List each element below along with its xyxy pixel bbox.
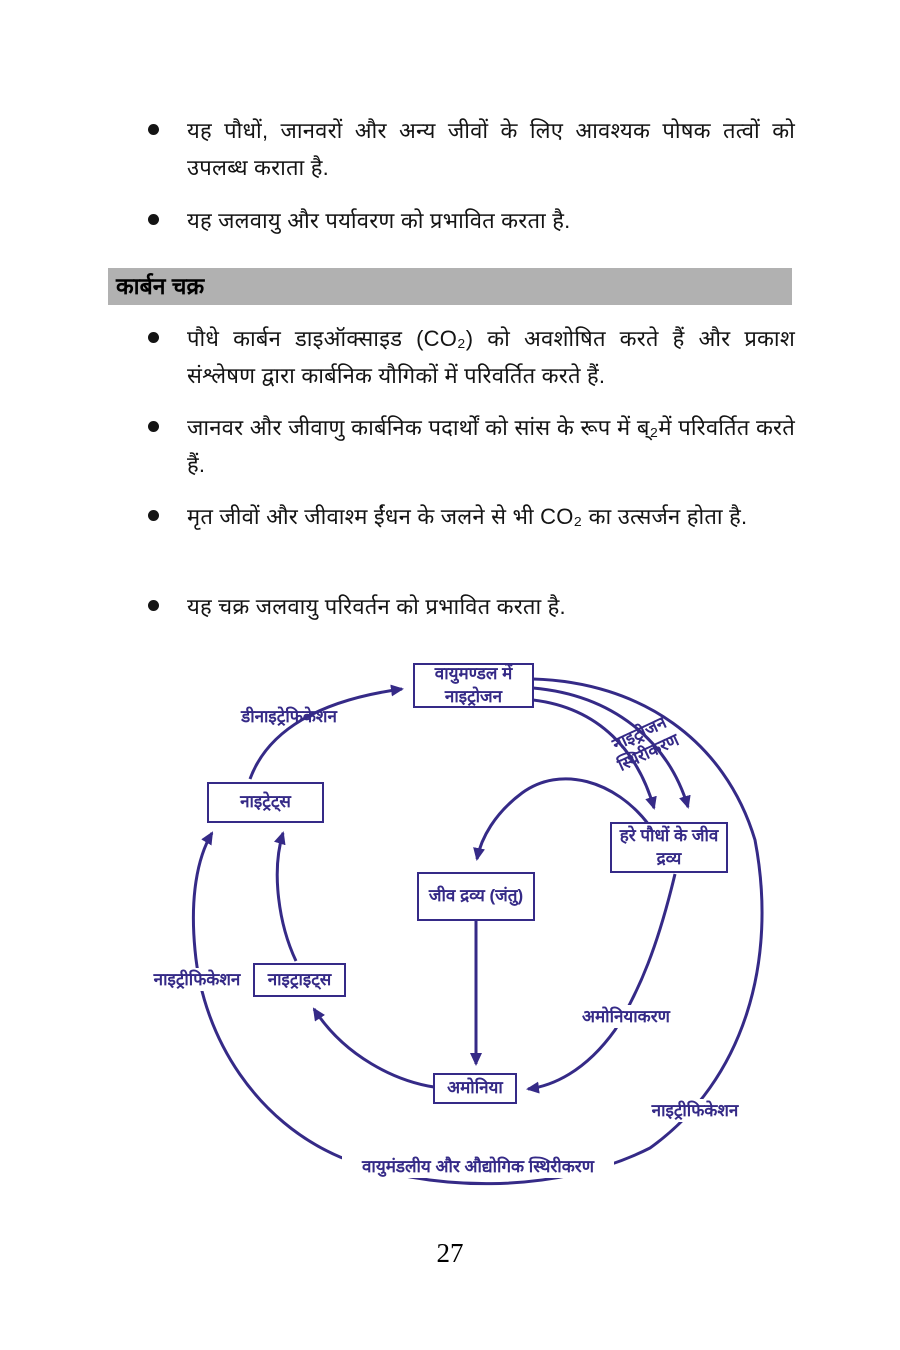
diagram-node-nitrates: नाइट्रेट्स [207,782,324,823]
section-header [108,268,792,305]
bullet-icon [148,421,159,432]
diagram-label-nitrification-right: नाइट्रीफिकेशन [642,1099,748,1122]
diagram-label-denitrification: डीनाइट्रेफिकेशन [241,707,337,726]
bullet-icon [148,124,159,135]
bullet-item [148,409,808,483]
diagram-node-atmosphere-nitrogen: वायुमण्डल में नाइट्रोजन [413,663,534,708]
diagram-label-nitrification-left: नाइट्रीफिकेशन [142,968,252,991]
diagram-label-nitrogen-fixation: नाइट्रोजन स्थिरीकरण [609,712,682,776]
bullet-item [148,498,808,535]
bullet-icon [148,600,159,611]
bullet-item [148,320,808,394]
bullet-item [148,588,808,625]
bullet-icon [148,332,159,343]
bullet-item [148,202,808,239]
diagram-node-animal-biomass: जीव द्रव्य (जंतु) [417,872,535,921]
bullet-text: यह जलवायु और पर्यावरण को प्रभावित करता है. [187,208,571,233]
bullet-icon [148,510,159,521]
diagram-label-atmospheric-industrial-fixation: वायुमंडलीय और औद्योगिक स्थिरीकरण [342,1155,614,1178]
diagram-node-ammonia: अमोनिया [433,1073,517,1104]
diagram-node-green-plants-biomass: हरे पौधों के जीव द्रव्य [610,822,728,873]
bullet-icon [148,214,159,225]
page-number: 27 [436,1238,464,1268]
diagram-node-nitrites: नाइट्राइट्स [253,963,346,997]
bullet-text: यह चक्र जलवायु परिवर्तन को प्रभावित करता है. [187,594,566,619]
bullet-text: जानवर और जीवाणु कार्बनिक पदार्थों को सांस के रूप में ब्₂में परिवर्तित करते हैं. [187,415,795,477]
bullet-text: पौधे कार्बन डाइऑक्साइड (CO₂) को अवशोषित करते हैं और प्रकाश संश्लेषण द्वारा कार्बनिक यौगिकों में परिवर्तित करते हैं. [187,326,795,388]
bullet-item [148,112,808,186]
section-title: कार्बन चक्र [116,273,205,299]
bullet-text: मृत जीवों और जीवाश्म ईंधन के जलने से भी CO₂ का उत्सर्जन होता है. [187,504,748,529]
diagram-label-ammonification: अमोनियाकरण [572,1005,680,1028]
bullet-text: यह पौधों, जानवरों और अन्य जीवों के लिए आवश्यक पोषक तत्वों को उपलब्ध कराता है. [187,118,795,180]
